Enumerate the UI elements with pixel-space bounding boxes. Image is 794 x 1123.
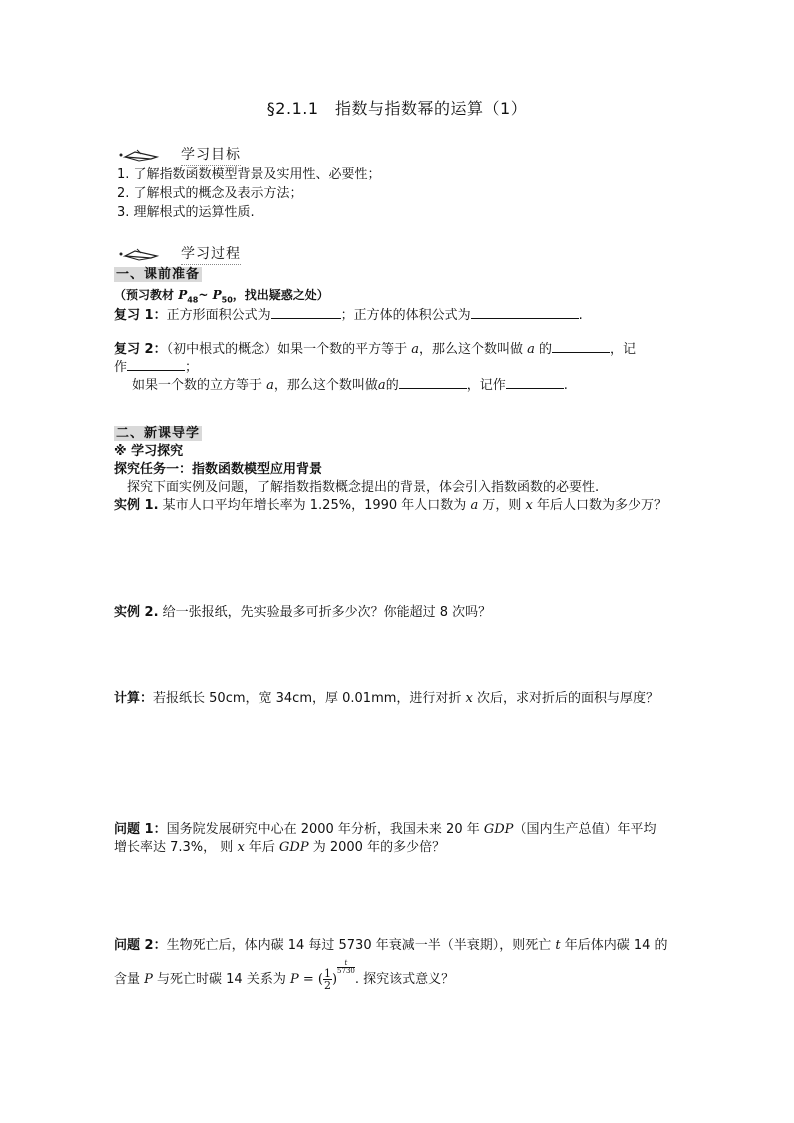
q2-text: 与死亡时碳 14 关系为 [152, 972, 290, 987]
part1-heading-label: 一、课前准备 [116, 267, 201, 282]
ex2-label: 实例 2. [114, 605, 159, 620]
example-2 [114, 604, 491, 622]
task-heading [114, 461, 322, 479]
review2-text: ，记 [610, 342, 637, 357]
process-heading-label: 学习过程 [181, 245, 241, 265]
page-title: §2.1.1 指数与指数幂的运算（1） [266, 99, 528, 118]
review2-text: 的 [385, 378, 399, 393]
objective-item: 1. 了解指数函数模型背景及实用性、必要性； [117, 167, 381, 182]
preview-p: P [178, 288, 188, 302]
q2-text: 生物死亡后，体内碳 14 每过 5730 年衰减一半（半衰期），则死亡 [166, 938, 556, 953]
question-1-line2 [114, 839, 445, 857]
var-a: a [266, 378, 274, 393]
task-intro: 探究下面实例及问题，了解指数指数概念提出的背景，体会引入指数函数的必要性. [127, 480, 600, 495]
var-x: x [525, 498, 533, 513]
question-1 [114, 821, 656, 839]
var-a: a [377, 378, 386, 393]
task-label: 探究任务一： [114, 462, 193, 477]
var-x: x [465, 691, 473, 706]
var-a: a [527, 342, 535, 357]
formula-exp-den: 5730 [337, 967, 355, 975]
review2-text: ，那么这个数叫做 [418, 342, 528, 357]
objectives-heading-label: 学习目标 [181, 146, 241, 166]
var-P: P [144, 972, 153, 987]
preview-from: 48 [187, 295, 199, 305]
formula-P: P [289, 972, 299, 987]
q2-text: 年后体内碳 14 的 [560, 938, 668, 953]
answer-blank[interactable] [127, 356, 185, 371]
review2-text: ，记作 [466, 378, 506, 393]
preview-pre: （预习教材 [114, 288, 179, 302]
q1-text: 国务院发展研究中心在 2000 年分析，我国未来 20 年 [166, 822, 484, 837]
question-2-line2 [114, 960, 454, 995]
explore-heading: ※ 学习探究 [114, 444, 184, 459]
preview-p: P [212, 288, 222, 302]
preview-to: 50 [221, 295, 233, 305]
q2-text: 含量 [114, 972, 145, 987]
example-1 [114, 497, 667, 515]
review1-text: ；正方体的体积公式为 [340, 308, 471, 323]
review2-text: 如果一个数的立方等于 [132, 378, 267, 393]
answer-blank[interactable] [271, 304, 341, 319]
q1-text: 为 2000 年的多少倍？ [308, 840, 446, 855]
review2-text: （初中根式的概念）如果一个数的平方等于 [166, 342, 412, 357]
formula-fraction [323, 968, 332, 991]
objective-item: 2. 了解根式的概念及表示方法； [117, 186, 303, 201]
answer-blank[interactable] [471, 304, 579, 319]
calc-text: 次后，求对折后的面积与厚度？ [472, 691, 660, 706]
review2-text: . [563, 378, 568, 393]
review-2-line3 [132, 374, 568, 395]
objectives-heading [117, 146, 241, 166]
var-a: a [470, 498, 479, 513]
formula-num: 1 [323, 967, 331, 980]
process-heading [117, 245, 241, 265]
ex1-text: 年后人口数为多少万？ [532, 498, 667, 513]
objective-item: 3. 理解根式的运算性质. [117, 205, 255, 220]
formula-close: ) [331, 972, 338, 987]
pen-icon [117, 147, 167, 165]
formula-exponent [337, 960, 355, 975]
var-t: t [555, 938, 561, 953]
q1-text: 年后 [244, 840, 280, 855]
answer-blank[interactable] [399, 374, 467, 389]
part1-heading [114, 266, 202, 284]
review2-label: 复习 2： [114, 342, 167, 357]
gdp: GDP [279, 840, 309, 855]
q2-label: 问题 2： [114, 938, 167, 953]
calc [114, 690, 659, 708]
review2-text: ； [185, 360, 199, 375]
part2-heading-label: 二、新课导学 [116, 426, 201, 441]
review1-end: . [578, 308, 583, 323]
question-2 [114, 937, 668, 955]
part2-heading [114, 425, 202, 443]
answer-blank[interactable] [506, 374, 564, 389]
review2-text: 作 [114, 360, 128, 375]
ex2-text: 给一张报纸，先实验最多可折多少次？你能超过 8 次吗？ [158, 605, 492, 620]
preview-tilde: ~ [198, 288, 213, 302]
q1-text: （国内生产总值）年平均 [513, 822, 657, 837]
gdp: GDP [483, 822, 514, 837]
preview-post: ，找出疑惑之处） [232, 288, 329, 302]
calc-label: 计算： [114, 691, 154, 706]
review2-text: ，那么这个数叫做 [273, 378, 378, 393]
q1-label: 问题 1： [114, 822, 167, 837]
review1-text: 正方形面积公式为 [166, 308, 271, 323]
q2-text: . 探究该式意义？ [354, 972, 455, 987]
formula-exp-num: t [337, 960, 355, 968]
review2-text: 的 [534, 342, 553, 357]
var-a: a [411, 342, 419, 357]
ex1-text: 万，则 [478, 498, 526, 513]
ex1-label: 实例 1. [114, 498, 159, 513]
task-title: 指数函数模型应用背景 [192, 462, 323, 477]
formula-den: 2 [323, 979, 331, 992]
pen-icon [117, 246, 167, 264]
formula-eq: = ( [298, 972, 323, 987]
q1-text: 增长率达 7.3%， 则 [114, 840, 238, 855]
review1-label: 复习 1： [114, 308, 167, 323]
answer-blank[interactable] [552, 338, 610, 353]
var-x: x [237, 840, 245, 855]
calc-text: 若报纸长 50cm，宽 34cm，厚 0.01mm，进行对折 [153, 691, 466, 706]
review-1 [114, 304, 583, 325]
ex1-text: 某市人口平均年增长率为 1.25%，1990 年人口数为 [158, 498, 471, 513]
